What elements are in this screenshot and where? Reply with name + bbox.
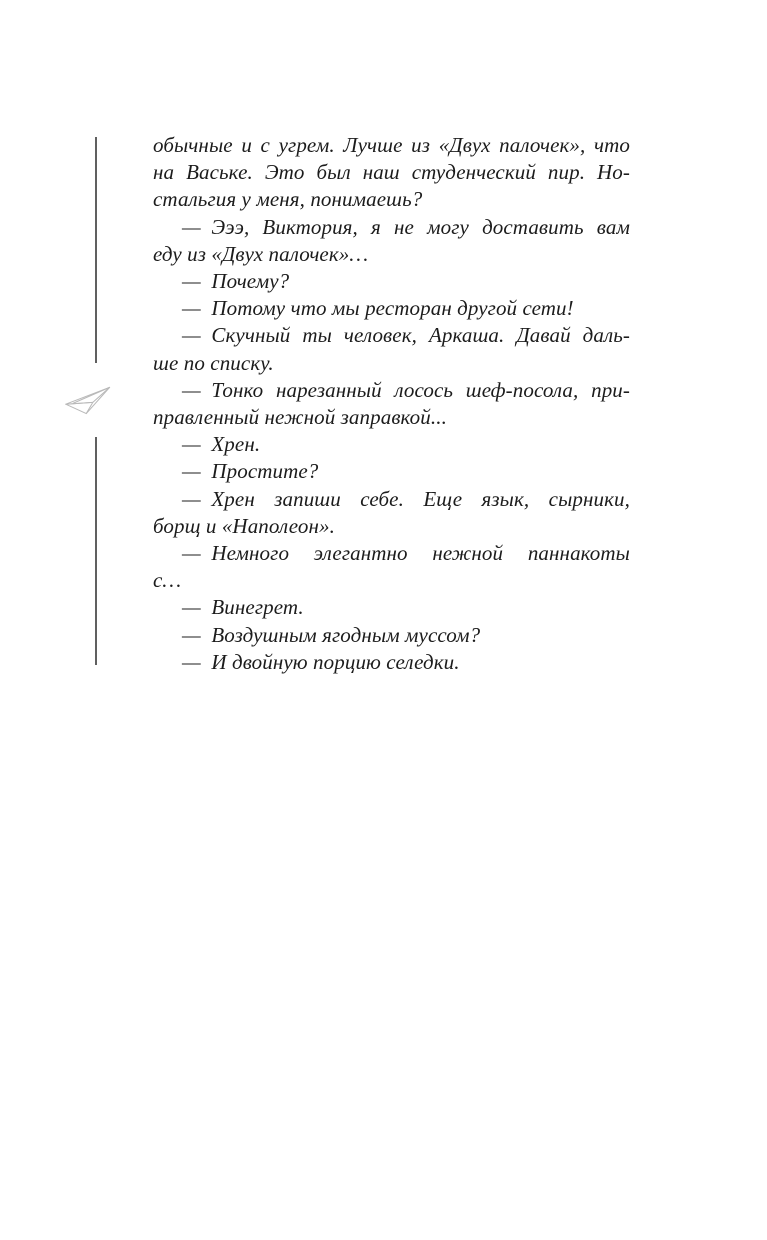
margin-rule-bottom (95, 437, 97, 665)
page-text (153, 132, 630, 676)
text-line: на Ваське. Это был наш студенческий пир. Но- (153, 160, 630, 185)
text-line: с… (153, 568, 182, 593)
text-line: — Немного элегантно нежной паннакоты (182, 541, 630, 566)
text-line: ше по списку. (153, 350, 274, 375)
paper-plane-icon (61, 379, 119, 421)
text-line: — Скучный ты человек, Аркаша. Давай даль- (182, 323, 630, 348)
text-line: — Воздушным ягодным муссом? (182, 622, 481, 647)
text-line: — Эээ, Виктория, я не могу доставить вам (182, 214, 630, 239)
text-line: — Хрен. (182, 432, 261, 457)
text-line: — Хрен запиши себе. Еще язык, сырники, (182, 486, 630, 511)
text-line: правленный нежной заправкой... (153, 405, 447, 430)
text-line: борщ и «Наполеон». (153, 513, 335, 538)
text-line: — Простите? (182, 459, 319, 484)
text-line: — Винегрет. (182, 595, 304, 620)
text-line: стальгия у меня, понимаешь? (153, 187, 423, 212)
text-line: — Тонко нарезанный лосось шеф-посола, при- (182, 377, 630, 402)
text-line: — И двойную порцию селедки. (182, 649, 460, 674)
margin-rule-top (95, 137, 97, 363)
text-line: — Почему? (182, 269, 290, 294)
text-line: обычные и с угрем. Лучше из «Двух палочек», что (153, 133, 630, 157)
text-line: еду из «Двух палочек»… (153, 241, 369, 266)
text-line: — Потому что мы ресторан другой сети! (182, 296, 574, 321)
